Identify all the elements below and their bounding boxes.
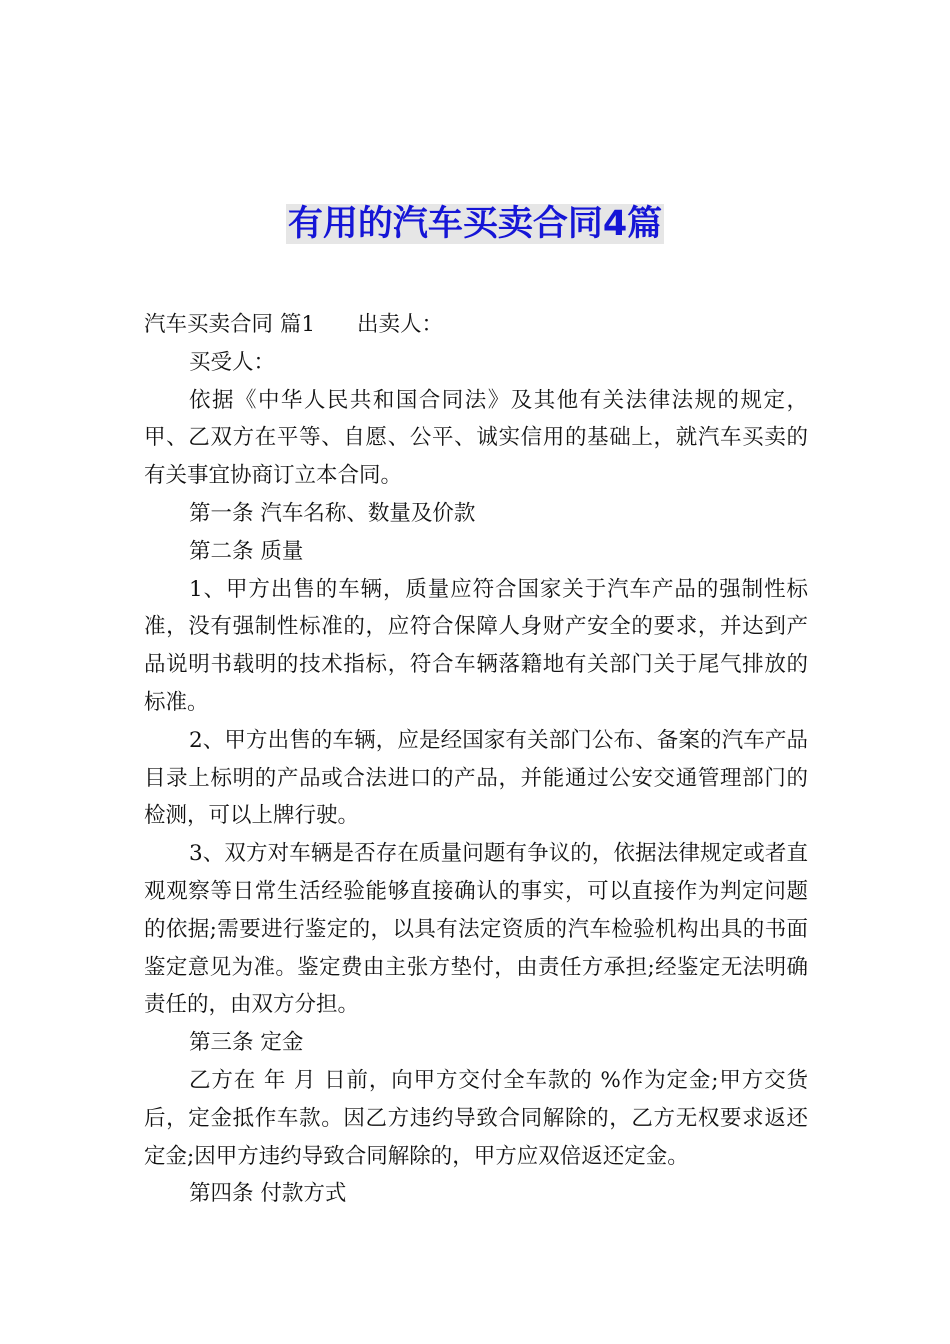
seller-label: 出卖人： — [357, 312, 444, 337]
contract-label: 汽车买卖合同 篇1 — [144, 312, 316, 337]
article-4-heading: 第四条 付款方式 — [189, 1181, 347, 1207]
article-2-heading: 第二条 质量 — [189, 538, 304, 564]
article-3-heading: 第三条 定金 — [189, 1030, 304, 1056]
document-title: 有用的汽车买卖合同4篇 — [287, 204, 663, 245]
buyer-line: 买受人： — [189, 349, 276, 375]
article-1-heading: 第一条 汽车名称、数量及价款 — [189, 500, 476, 526]
preamble-paragraph: 依据《中华人民共和国合同法》及其他有关法律法规的规定，甲、乙双方在平等、自愿、公平、诚实信用的基础上，就汽车买卖的有关事宜协商订立本合同。 — [144, 387, 808, 489]
document-body — [144, 306, 808, 1213]
quality-clause-1: 1、甲方出售的车辆，质量应符合国家关于汽车产品的强制性标准，没有强制性标准的，应符合保障人身财产安全的要求，并达到产品说明书载明的技术指标，符合车辆落籍地有关部门关于尾气排放的标准。 — [144, 576, 808, 715]
contract-heading — [144, 306, 808, 344]
quality-clause-2: 2、甲方出售的车辆，应是经国家有关部门公布、备案的汽车产品目录上标明的产品或合法进口的产品，并能通过公安交通管理部门的检测，可以上牌行驶。 — [144, 727, 808, 829]
quality-clause-3: 3、双方对车辆是否存在质量问题有争议的，依据法律规定或者直观观察等日常生活经验能够直接确认的事实，可以直接作为判定问题的依据;需要进行鉴定的，以具有法定资质的汽车检验机构出具的书面鉴定意见为准。鉴定费由主张方垫付，由责任方承担;经鉴定无法明确责任的，由双方分担。 — [144, 841, 808, 1018]
deposit-clause: 乙方在 年 月 日前，向甲方交付全车款的 %作为定金;甲方交货后，定金抵作车款。因乙方违约导致合同解除的，乙方无权要求返还定金;因甲方违约导致合同解除的，甲方应双倍返还定金。 — [144, 1067, 808, 1169]
